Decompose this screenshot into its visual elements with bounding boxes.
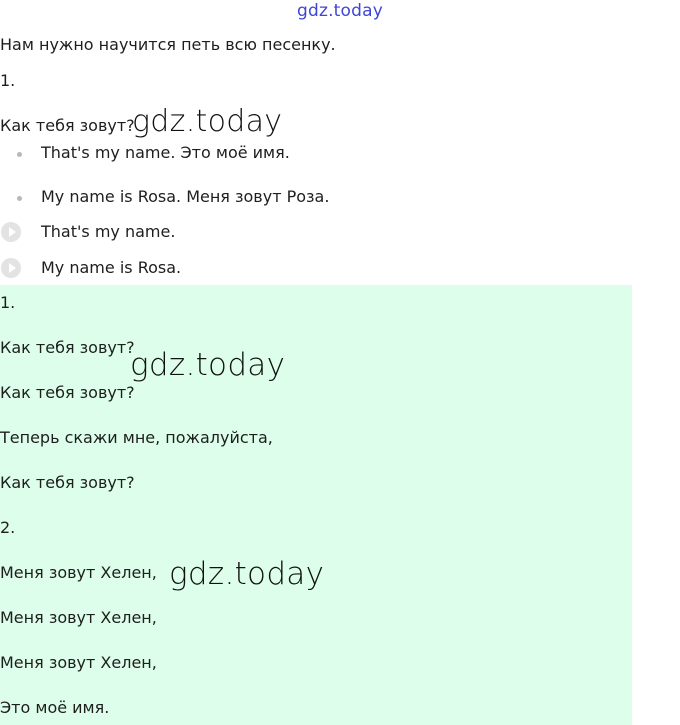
bullet-dot — [17, 196, 22, 201]
task-question: Как тебя зовут? — [0, 116, 135, 135]
bullet-dot — [17, 152, 22, 157]
bullet-item: My name is Rosa. Меня зовут Роза. — [41, 187, 330, 206]
watermark: gdz.today — [132, 104, 283, 139]
audio-play-icon[interactable] — [1, 222, 21, 242]
verse-line: Как тебя зовут? — [0, 338, 135, 357]
task-instruction: Нам нужно научится петь всю песенку. — [0, 35, 336, 54]
verse-number: 2. — [0, 518, 16, 537]
watermark: gdz.today — [130, 347, 286, 383]
verse-number: 1. — [0, 293, 16, 312]
verse-line: Это моё имя. — [0, 698, 110, 717]
bullet-item: That's my name. Это моё имя. — [41, 143, 290, 162]
audio-play-icon[interactable] — [1, 258, 21, 278]
watermark: gdz.today — [169, 556, 325, 592]
audio-phrase: My name is Rosa. — [41, 258, 182, 277]
audio-phrase: That's my name. — [41, 222, 176, 241]
verse-line: Меня зовут Хелен, — [0, 653, 157, 672]
verse-line: Как тебя зовут? — [0, 473, 135, 492]
header-watermark: gdz.today — [296, 1, 384, 21]
verse-line: Меня зовут Хелен, — [0, 563, 157, 582]
verse-line: Как тебя зовут? — [0, 383, 135, 402]
verse-line: Теперь скажи мне, пожалуйста, — [0, 428, 273, 447]
verse-line: Меня зовут Хелен, — [0, 608, 157, 627]
task-number: 1. — [0, 71, 16, 90]
